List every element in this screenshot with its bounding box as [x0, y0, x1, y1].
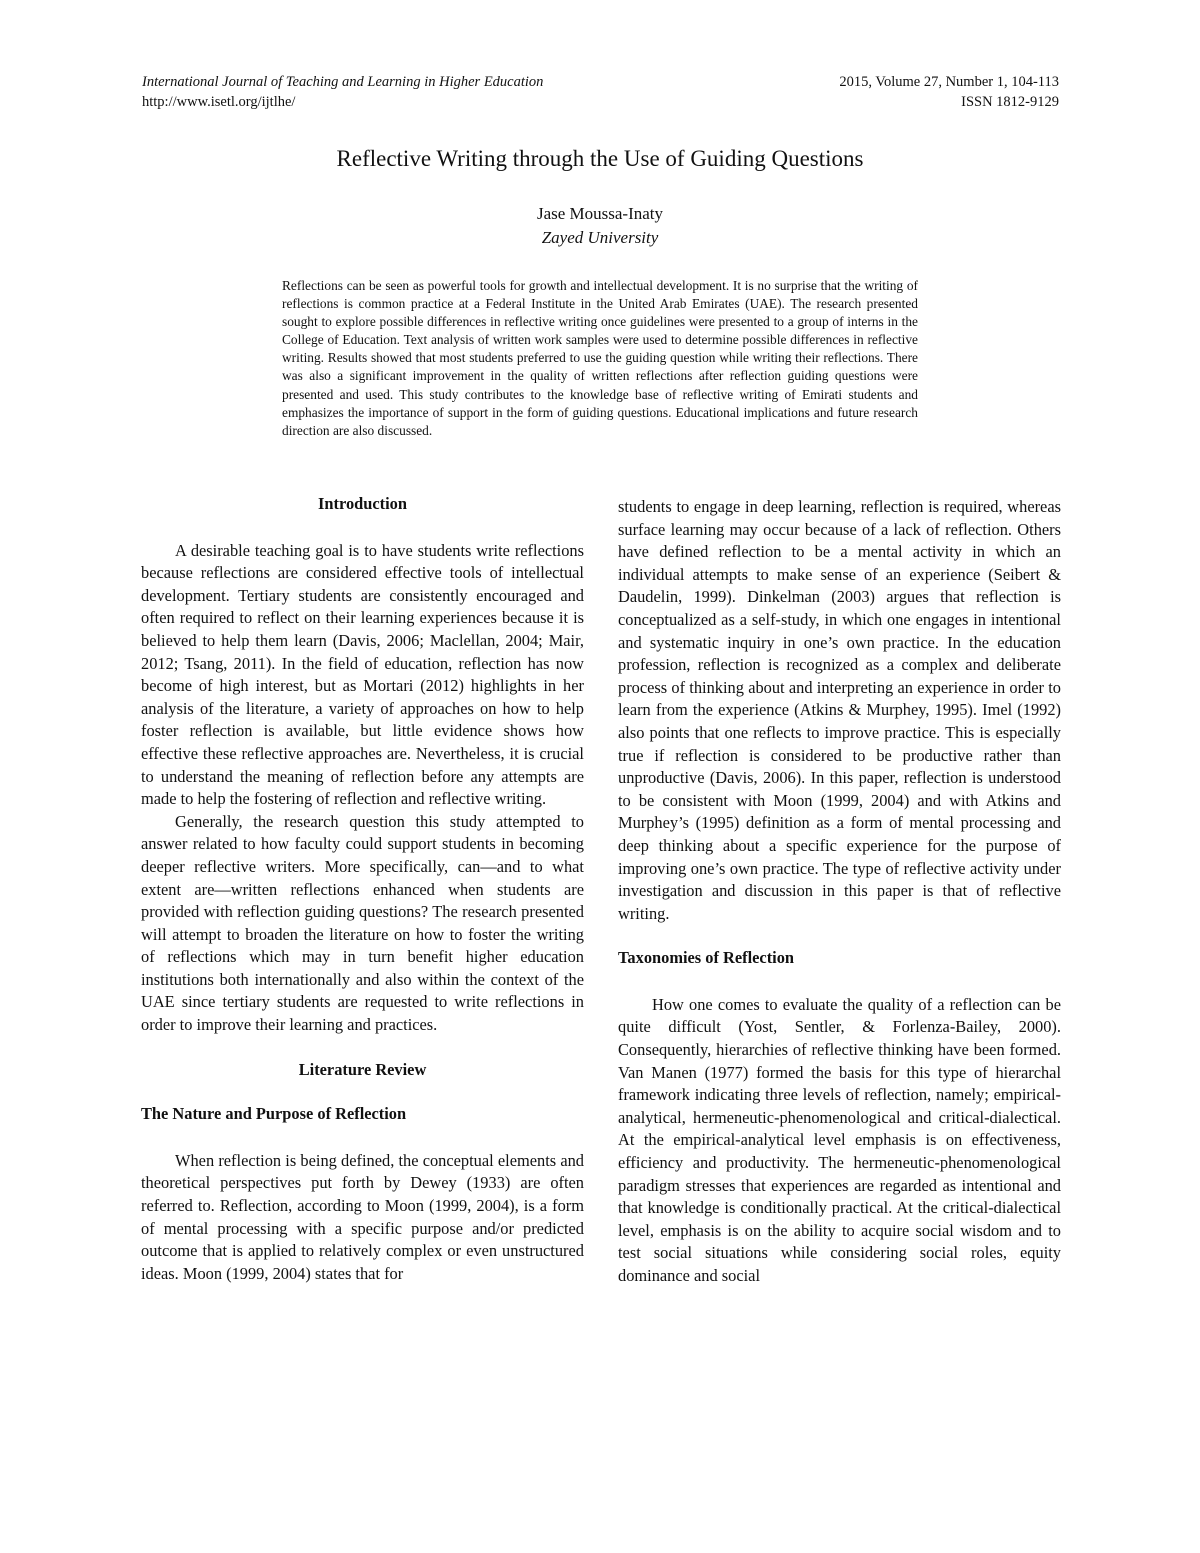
paragraph: A desirable teaching goal is to have students write reflections because reflections are considered effective tools of intellectual development. Tertiary students are consistently encouraged and often required to reflect on their learning experiences because it is believed to help them learn (Davis, 2006; Maclellan, 2004; Mair, 2012; Tsang, 2011). In the field of education, reflection has now become of high interest, but as Mortari (2012) highlights in her analysis of the literature, a variety of approaches on how to help foster reflection is available, but little evidence shows how effective these reflective approaches are. Nevertheless, it is crucial to understand the meaning of reflection before any attempts are made to help the fostering of reflection and reflective writing.	[141, 540, 584, 809]
paragraph: When reflection is being defined, the conceptual elements and theoretical perspectives put forth by Dewey (1933) are often referred to. Reflection, according to Moon (1999, 2004), is a form of mental processing with a specific purpose and/or predicted outcome that is applied to relatively complex or even unstructured ideas. Moon (1999, 2004) states that for	[141, 1150, 584, 1283]
right-column	[618, 496, 1061, 1288]
left-column	[141, 493, 584, 1285]
abstract: Reflections can be seen as powerful tools for growth and intellectual development. It is no surprise that the writing of reflections is common practice at a Federal Institute in the United Arab Emirates (UAE). The research presented sought to explore possible differences in reflective writing once guidelines were presented to a group of interns in the College of Education. Text analysis of written work samples were used to determine possible differences in reflective writing. Results showed that most students preferred to use the guiding question while writing their reflections. There was also a significant improvement in the quality of written reflections after reflection guiding questions were presented and used. This study contributes to the knowledge base of reflective writing of Emirati students and emphasizes the importance of support in the form of guiding questions. Educational implications and future research direction are also discussed.	[282, 278, 918, 438]
paragraph: students to engage in deep learning, reflection is required, whereas surface learning may occur because of a lack of reflection. Others have defined reflection to be a mental activity in which an individual attempts to make sense of an experience (Seibert & Daudelin, 1999). Dinkelman (2003) argues that reflection is conceptualized as a self-study, in which one engages in intentional and systematic inquiry in one’s own practice. In the education profession, reflection is recognized as a complex and deliberate process of thinking about and interpreting an experience in order to learn from the experience (Atkins & Murphey, 1995). Imel (1992) also points that one reflects to improve practice. This is especially true if reflection is considered to be productive rather than unproductive (Davis, 2006). In this paper, reflection is understood to be consistent with Moon (1999, 2004) and with Atkins and Murphey’s (1995) definition as a form of mental processing and deep thinking about a specific experience for the purpose of improving one’s own practice. The type of reflective activity under investigation and discussion in this paper is that of reflective writing.	[618, 497, 1061, 923]
author-name: Jase Moussa-Inaty	[536, 204, 664, 223]
subsection-heading-nature: The Nature and Purpose of Reflection	[141, 1104, 407, 1124]
author-block	[0, 202, 1200, 250]
issn: ISSN 1812-9129	[961, 94, 1059, 110]
running-header-right	[839, 72, 1059, 112]
journal-name: International Journal of Teaching and Learning in Higher Education	[142, 74, 544, 90]
subsection-heading-taxonomies: Taxonomies of Reflection	[618, 948, 795, 968]
author-affiliation: Zayed University	[541, 228, 659, 247]
paper-title: Reflective Writing through the Use of Guiding Questions	[336, 146, 864, 171]
volume-info: 2015, Volume 27, Number 1, 104-113	[839, 74, 1059, 90]
paragraph: Generally, the research question this study attempted to answer related to how faculty could support students in becoming deeper reflective writers. More specifically, can—and to what extent are—written reflections enhanced when students are provided with reflection guiding questions? The research presented will attempt to broaden the literature on how to foster the writing of reflections which may in turn benefit higher education institutions both internationally and also within the context of the UAE since tertiary students are requested to write reflections in order to improve their learning and practices.	[141, 811, 584, 1035]
paragraph: How one comes to evaluate the quality of a reflection can be quite difficult (Yost, Sentler, & Forlenza-Bailey, 2000). Consequently, hierarchies of reflective thinking have been formed. Van Manen (1977) formed the basis for this type of hierarchal framework indicating three levels of reflection, namely; empirical-analytical, hermeneutic-phenomenological and critical-dialectical. At the empirical-analytical level emphasis is on effectiveness, efficiency and productivity. The hermeneutic-phenomenological paradigm stresses that experiences are regarded as intentional and that knowledge is conditionally practical. At the critical-dialectical level, emphasis is on the ability to acquire social wisdom and to test social situations while considering social roles, equity dominance and social	[618, 994, 1061, 1285]
running-header-left	[142, 72, 543, 112]
section-heading-introduction: Introduction	[318, 494, 407, 513]
journal-url[interactable]: http://www.isetl.org/ijtlhe/	[142, 94, 296, 110]
section-heading-literature-review: Literature Review	[298, 1059, 427, 1079]
